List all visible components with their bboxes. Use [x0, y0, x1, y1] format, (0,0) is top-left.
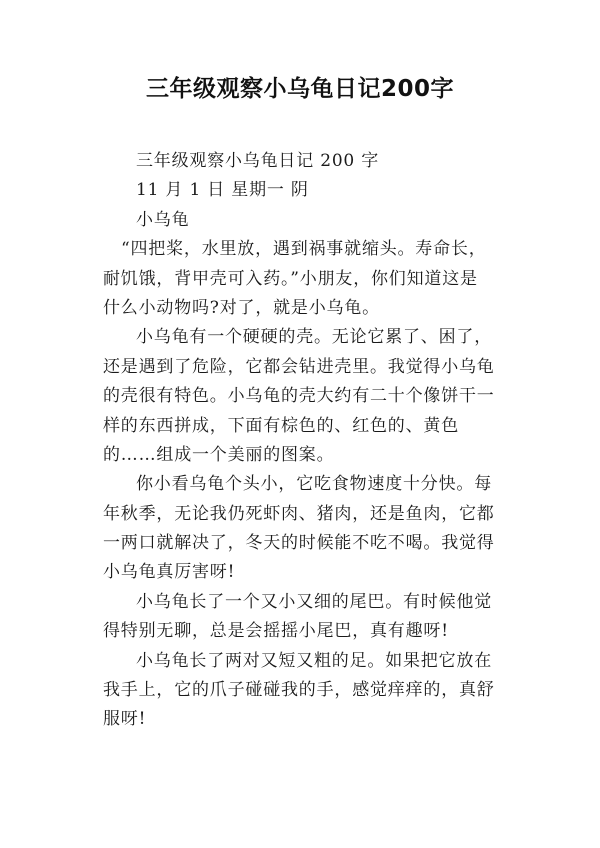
paragraph-1-line-2: 耐饥饿，背甲壳可入药。”小朋友，你们知道这是 — [103, 268, 478, 289]
paragraph-3-line-4: 小乌龟真厉害呀! — [103, 562, 236, 583]
heading-line: 小乌龟 — [136, 209, 190, 230]
paragraph-1-line-1: “四把桨，水里放，遇到祸事就缩头。寿命长， — [121, 239, 487, 260]
paragraph-5-line-3: 服呀! — [103, 709, 147, 730]
paragraph-5-line-2: 我手上，它的爪子碰碰我的手，感觉痒痒的，真舒 — [103, 680, 495, 701]
paragraph-4-line-1: 小乌龟长了一个又小又细的尾巴。有时候他觉 — [136, 591, 492, 612]
paragraph-2-line-2: 还是遇到了危险，它都会钻进壳里。我觉得小乌龟 — [103, 356, 495, 377]
document-body — [103, 147, 513, 735]
document-title: 三年级观察小乌龟日记200字 — [145, 76, 454, 102]
paragraph-2-line-1: 小乌龟有一个硬硬的壳。无论它累了、困了， — [136, 327, 492, 348]
paragraph-4-line-2: 得特别无聊，总是会摇摇小尾巴，真有趣呀! — [103, 621, 449, 642]
paragraph-5-line-1: 小乌龟长了两对又短又粗的足。如果把它放在 — [136, 650, 492, 671]
paragraph-3-line-3: 一两口就解决了，冬天的时候能不吃不喝。我觉得 — [103, 533, 495, 554]
paragraph-2-line-3: 的壳很有特色。小乌龟的壳大约有二十个像饼干一 — [103, 386, 495, 407]
paragraph-1-line-3: 什么小动物吗?对了，就是小乌龟。 — [103, 297, 380, 318]
paragraph-2-line-5: 的……组成一个美丽的图案。 — [103, 444, 335, 465]
paragraph-3-line-2: 年秋季，无论我仍死虾肉、猪肉，还是鱼肉，它都 — [103, 503, 495, 524]
subtitle-line: 三年级观察小乌龟日记 200 字 — [136, 151, 380, 171]
date-line: 11 月 1 日 星期一 阴 — [136, 180, 309, 201]
paragraph-3-line-1: 你小看乌龟个头小，它吃食物速度十分快。每 — [136, 474, 492, 495]
paragraph-2-line-4: 样的东西拼成，下面有棕色的、红色的、黄色 — [103, 415, 459, 436]
